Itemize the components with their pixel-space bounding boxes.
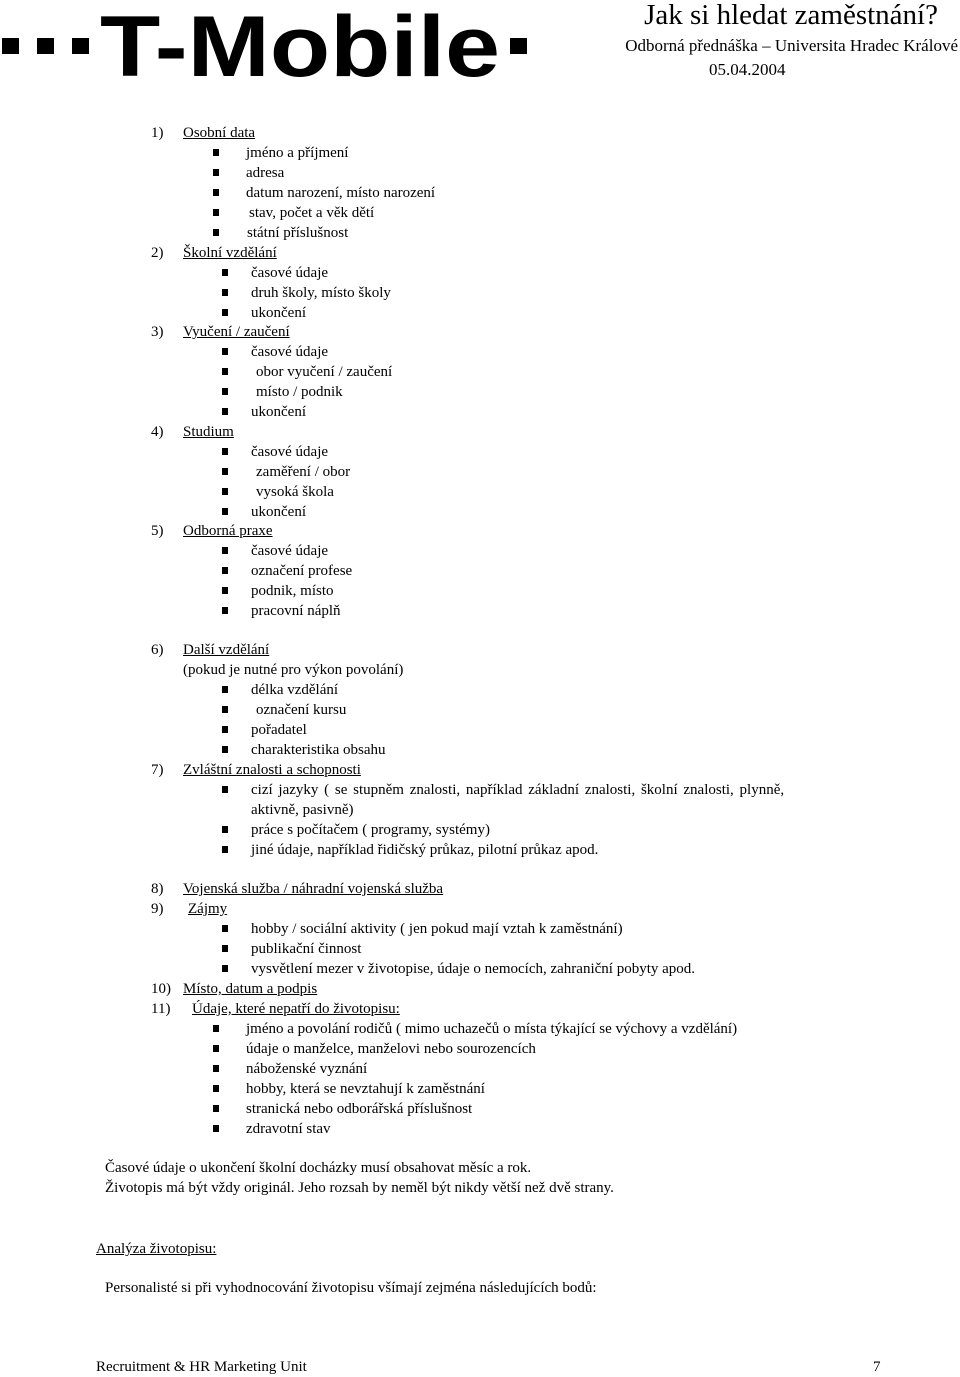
list-item: označení profese (251, 563, 353, 579)
list-item: datum narození, místo narození (246, 185, 436, 201)
bullet-icon (222, 388, 228, 395)
bullet-icon (213, 1045, 219, 1052)
document-title: Jak si hledat zaměstnání? (644, 0, 938, 31)
note-line: Časové údaje o ukončení školní docházky musí obsahovat měsíc a rok. (105, 1160, 532, 1176)
list-item: jméno a povolání rodičů ( mimo uchazečů o místa týkající se výchovy a vzdělání) (246, 1021, 738, 1037)
bullet-icon (222, 686, 228, 693)
section-number: 6) (151, 642, 164, 658)
list-item-continuation: aktivně, pasivně) (251, 802, 354, 818)
list-item: druh školy, místo školy (251, 285, 391, 301)
bullet-icon (213, 229, 219, 236)
bullet-icon (222, 945, 228, 952)
list-item: ukončení (251, 404, 306, 420)
bullet-icon (213, 1025, 219, 1032)
bullet-icon (222, 846, 228, 853)
section-number: 2) (151, 245, 164, 261)
document-subtitle: Odborná přednáška – Universita Hradec Králové (625, 36, 958, 55)
bullet-icon (222, 547, 228, 554)
section-title: Zvláštní znalosti a schopnosti (183, 762, 361, 778)
section-title: Osobní data (183, 125, 256, 141)
bullet-icon (222, 269, 228, 276)
bullet-icon (222, 706, 228, 713)
list-item: časové údaje (251, 265, 329, 281)
list-item: adresa (246, 165, 285, 181)
section-note: (pokud je nutné pro výkon povolání) (183, 662, 404, 678)
analysis-text: Personalisté si při vyhodnocování životopisu všímají zejména následujících bodů: (105, 1280, 597, 1296)
section-number: 1) (151, 125, 164, 141)
list-item: místo / podnik (256, 384, 343, 400)
list-item: zdravotní stav (246, 1121, 331, 1137)
list-item: náboženské vyznání (246, 1061, 368, 1077)
section-title: Studium (183, 424, 234, 440)
list-item: cizí jazyky ( se stupněm znalosti, například základní znalosti, školní znalosti, plynně, (251, 782, 785, 798)
t-mobile-logo (0, 0, 540, 86)
section-number: 10) (151, 981, 171, 997)
list-item: časové údaje (251, 344, 329, 360)
list-item: práce s počítačem ( programy, systémy) (251, 822, 490, 838)
list-item: charakteristika obsahu (251, 742, 386, 758)
bullet-icon (213, 209, 219, 216)
bullet-icon (222, 468, 228, 475)
list-item: pořadatel (251, 722, 307, 738)
section-title: Vojenská služba / náhradní vojenská služba (183, 881, 444, 897)
bullet-icon (222, 965, 228, 972)
section-title: Zájmy (188, 901, 228, 917)
bullet-icon (222, 508, 228, 515)
section-title: Údaje, které nepatří do životopisu: (192, 1001, 400, 1017)
section-title: Další vzdělání (183, 642, 270, 658)
list-item: hobby / sociální aktivity ( jen pokud mají vztah k zaměstnání) (251, 921, 623, 937)
section-number: 7) (151, 762, 164, 778)
bullet-icon (213, 1065, 219, 1072)
list-item: časové údaje (251, 543, 329, 559)
list-item: jiné údaje, například řidičský průkaz, pilotní průkaz apod. (251, 842, 599, 858)
list-item: označení kursu (256, 702, 347, 718)
bullet-icon (213, 1105, 219, 1112)
bullet-icon (213, 169, 219, 176)
bullet-icon (222, 607, 228, 614)
bullet-icon (213, 1125, 219, 1132)
bullet-icon (222, 587, 228, 594)
bullet-icon (222, 289, 228, 296)
bullet-icon (213, 149, 219, 156)
section-number: 4) (151, 424, 164, 440)
section-title: Vyučení / zaučení (183, 324, 290, 340)
list-item: jméno a příjmení (246, 145, 349, 161)
list-item: vysoká škola (256, 484, 334, 500)
bullet-icon (222, 488, 228, 495)
bullet-icon (222, 826, 228, 833)
bullet-icon (222, 368, 228, 375)
document-date: 05.04.2004 (709, 60, 786, 79)
bullet-icon (222, 567, 228, 574)
list-item: hobby, která se nevztahují k zaměstnání (246, 1081, 485, 1097)
list-item: státní příslušnost (247, 225, 349, 241)
logo-text: T-Mobile (100, 0, 501, 86)
bullet-icon (222, 348, 228, 355)
bullet-icon (213, 189, 219, 196)
list-item: obor vyučení / zaučení (256, 364, 393, 380)
section-number: 8) (151, 881, 164, 897)
list-item: ukončení (251, 305, 306, 321)
bullet-icon (222, 786, 228, 793)
note-line: Životopis má být vždy originál. Jeho rozsah by neměl být nikdy větší než dvě strany. (105, 1180, 614, 1196)
list-item: podnik, místo (251, 583, 334, 599)
bullet-icon (222, 925, 228, 932)
analysis-heading: Analýza životopisu: (96, 1241, 217, 1257)
bullet-icon (222, 448, 228, 455)
section-title: Školní vzdělání (183, 245, 277, 261)
footer-unit: Recruitment & HR Marketing Unit (96, 1359, 307, 1375)
list-item: délka vzdělání (251, 682, 339, 698)
section-title: Místo, datum a podpis (183, 981, 318, 997)
bullet-icon (222, 309, 228, 316)
list-item: časové údaje (251, 444, 329, 460)
bullet-icon (213, 1085, 219, 1092)
section-number: 11) (151, 1001, 171, 1017)
list-item: stranická nebo odborářská příslušnost (246, 1101, 473, 1117)
list-item: ukončení (251, 504, 306, 520)
section-title: Odborná praxe (183, 523, 273, 539)
page-number: 7 (873, 1359, 881, 1375)
section-number: 9) (151, 901, 164, 917)
list-item: publikační činnost (251, 941, 362, 957)
list-item: vysvětlení mezer v životopise, údaje o nemocích, zahraniční pobyty apod. (251, 961, 696, 977)
list-item: pracovní náplň (251, 603, 341, 619)
bullet-icon (222, 408, 228, 415)
list-item: stav, počet a věk dětí (249, 205, 375, 221)
section-number: 3) (151, 324, 164, 340)
bullet-icon (222, 726, 228, 733)
list-item: zaměření / obor (256, 464, 351, 480)
section-number: 5) (151, 523, 164, 539)
list-item: údaje o manželce, manželovi nebo sourozencích (246, 1041, 536, 1057)
bullet-icon (222, 746, 228, 753)
